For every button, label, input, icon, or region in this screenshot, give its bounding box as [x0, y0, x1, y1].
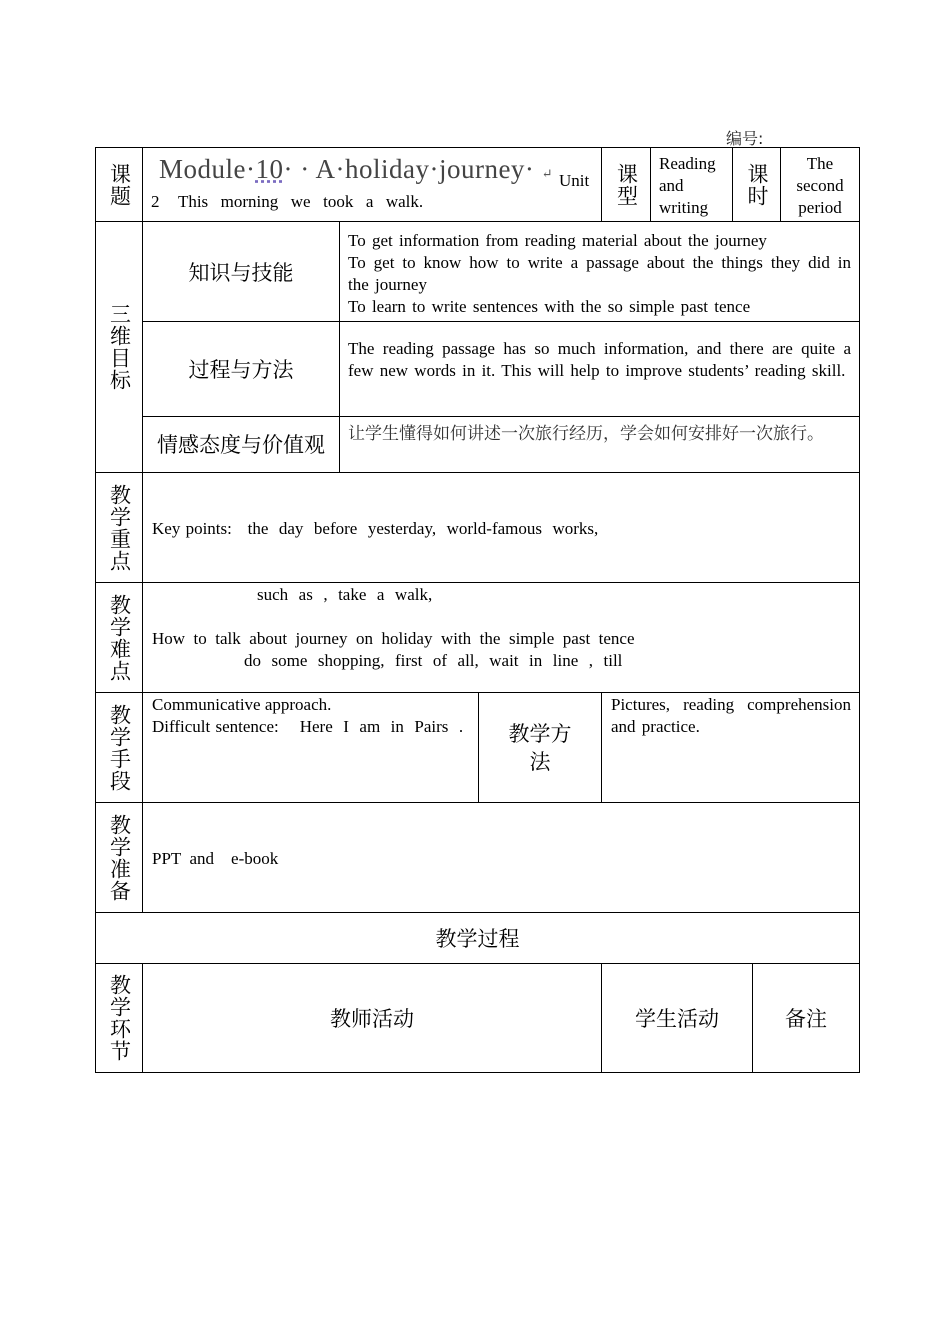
notes-header: [752, 963, 860, 1073]
topic-cell: [142, 147, 602, 222]
lesson-type-label: [601, 147, 651, 222]
lesson-type-label-text: 课型: [614, 162, 639, 207]
objective-line: To get information from reading material about the journey: [348, 231, 767, 250]
process-header-text: 教学过程: [435, 927, 520, 951]
key-points-line: do some shopping, first of all, wait in line , till: [244, 651, 623, 670]
teacher-activity-header: [142, 963, 602, 1073]
student-activity-header: [601, 963, 753, 1073]
topic-label-text: 课题: [107, 162, 132, 207]
topic-label: [95, 147, 143, 222]
lesson-type-text: Reading and writing: [659, 154, 716, 217]
preparation-text: PPT and e-book: [152, 849, 279, 868]
method-text: Pictures, reading comprehension and practice.: [611, 695, 851, 736]
difficulty-content: [142, 582, 860, 693]
method-content: [601, 692, 860, 803]
objectives-label: [95, 221, 143, 473]
notes-text: 备注: [785, 1007, 827, 1031]
objective-name-emotion: [142, 416, 340, 473]
unit-label: Unit: [559, 171, 590, 190]
period-value: [780, 147, 860, 222]
objective-line: The reading passage has so much information, and there are quite a few new words in it. This will help to improve students’ reading skill.: [348, 339, 851, 380]
preparation-label-text: 教学准备: [107, 813, 132, 902]
module-word: Module: [159, 154, 246, 184]
module-title: Module·10· · A·holiday·journey· ↵: [159, 154, 554, 184]
objective-line: 让学生懂得如何讲述一次旅行经历，学会如何安排好一次旅行。: [348, 424, 824, 444]
period-label-text: 课时: [745, 162, 769, 207]
objective-line: To get to know how to write a passage about the things they did in the journey: [348, 253, 851, 294]
period-label: [732, 147, 781, 222]
objective-name-text: 知识与技能: [188, 260, 294, 285]
objective-name-process: [142, 321, 340, 417]
objective-name-text: 情感态度与价值观: [157, 432, 325, 457]
unit-subtitle: 2 This morning we took a walk.: [151, 192, 424, 211]
key-points-label: [95, 472, 143, 583]
module-title-rest: · · A·holiday·journey·: [283, 154, 535, 184]
means-label-text: 教学手段: [107, 703, 132, 792]
objective-name-text: 过程与方法: [188, 358, 294, 382]
return-mark-icon: ↵: [541, 166, 554, 181]
means-content: [142, 692, 479, 803]
objective-text-process: [339, 321, 860, 417]
difficulty-label: [95, 582, 143, 693]
objective-text-knowledge: [339, 221, 860, 322]
module-number: 10: [255, 154, 284, 184]
objective-text-emotion: [339, 416, 860, 473]
key-points-line: such as , take a walk,: [257, 585, 433, 604]
difficulty-text: How to talk about journey on holiday with the simple past tence: [152, 629, 635, 648]
objective-line: To learn to write sentences with the so simple past tence: [348, 297, 751, 316]
means-text: Communicative approach.: [152, 695, 332, 714]
serial-number-label: 编号:: [726, 129, 764, 148]
preparation-content: [142, 802, 860, 913]
objectives-label-text: 三维目标: [107, 303, 132, 391]
key-points-label-text: 教学重点: [107, 483, 132, 572]
objective-name-knowledge: [142, 221, 340, 322]
preparation-label: [95, 802, 143, 913]
method-label-text: 教学方法: [508, 721, 572, 774]
teacher-activity-text: 教师活动: [330, 1007, 414, 1031]
means-label: [95, 692, 143, 803]
step-label: [95, 963, 143, 1073]
difficulty-label-text: 教学难点: [107, 593, 132, 682]
process-header: [95, 912, 860, 964]
step-label-text: 教学环节: [107, 974, 132, 1062]
method-label: [478, 692, 602, 803]
difficult-sentence-line: Difficult sentence: Here I am in Pairs .: [152, 717, 464, 736]
key-points-line: Key points: the day before yesterday, world-famous works,: [152, 519, 599, 538]
lesson-type-value: [650, 147, 733, 222]
student-activity-text: 学生活动: [635, 1007, 719, 1031]
period-text: The second period: [796, 154, 844, 217]
